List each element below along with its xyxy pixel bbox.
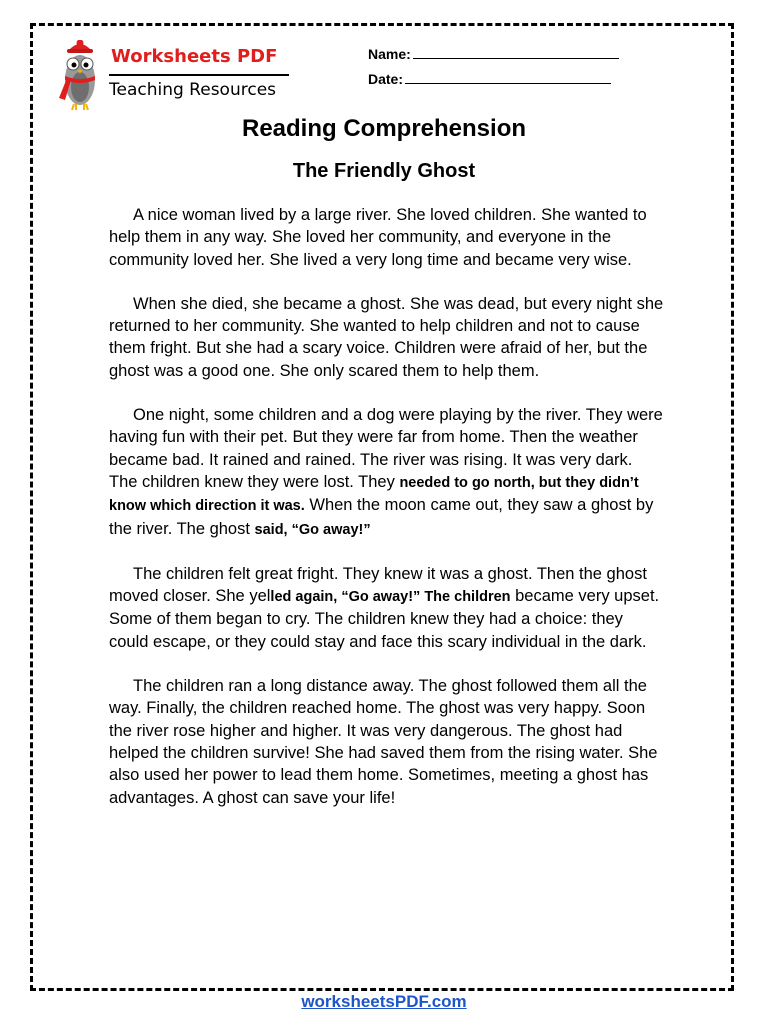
owl-mascot-icon — [55, 40, 105, 112]
story-text-bold: led again, “Go away!” The children — [270, 589, 511, 606]
date-blank-line[interactable] — [405, 71, 611, 84]
logo-title: Worksheets PDF — [111, 46, 278, 67]
story-text-bold: needed to go north, but they didn’t know which direction it was. — [109, 474, 639, 515]
date-field[interactable] — [368, 71, 611, 87]
date-label: Date: — [368, 71, 404, 87]
story-text: The children felt great fright. They knew it was a ghost. Then the ghost moved closer. She yel — [109, 564, 647, 606]
story-text: became very upset. Some of them began to cry. The children knew they had a choice: they could escape, or they could stay and face this scary individual in the dark. — [109, 587, 660, 651]
story-text: When the moon came out, they saw a ghost by the river. The ghost — [109, 496, 654, 538]
logo-divider — [109, 74, 289, 76]
name-field[interactable] — [368, 46, 619, 62]
story-text-bold: said, “Go away!” — [254, 521, 371, 538]
story-paragraph-1: A nice woman lived by a large river. She loved children. She wanted to help them in any way. She loved her community, and everyone in the community loved her. She lived a very long time and became very wise. — [109, 206, 647, 269]
story-text: One night, some children and a dog were playing by the river. They were having fun with their pet. But they were far from home. Then the weather became bad. It rained and rained. The river was rising. It was very dark. The children knew they were lost. They — [109, 406, 663, 491]
page-title: Reading Comprehension — [241, 115, 527, 142]
logo-subtitle: Teaching Resources — [109, 80, 277, 100]
story-paragraph-2: When she died, she became a ghost. She was dead, but every night she returned to her community. She wanted to help children and not to cause them fright. But she had a scary voice. Children were afraid of her, but the ghost was a good one. She only scared them to help them. — [109, 294, 664, 380]
name-blank-line[interactable] — [413, 46, 619, 59]
story-title: The Friendly Ghost — [292, 160, 476, 182]
story-paragraph-3 — [109, 404, 664, 541]
name-label: Name: — [368, 46, 411, 62]
story-paragraph-5: The children ran a long distance away. The ghost followed them all the way. Finally, the children reached home. The ghost was very happy. Soon the river rose higher and higher. It was very dangerous. The ghost had helped the children survive! She had saved them from the rising water. She also used her power to lead them home. Sometimes, meeting a ghost has advantages. A ghost can save your life! — [109, 677, 658, 807]
story-body — [109, 204, 664, 831]
story-paragraph-4 — [109, 563, 664, 653]
site-logo[interactable] — [55, 40, 295, 112]
footer-website-link[interactable]: worksheetsPDF.com — [301, 992, 467, 1011]
